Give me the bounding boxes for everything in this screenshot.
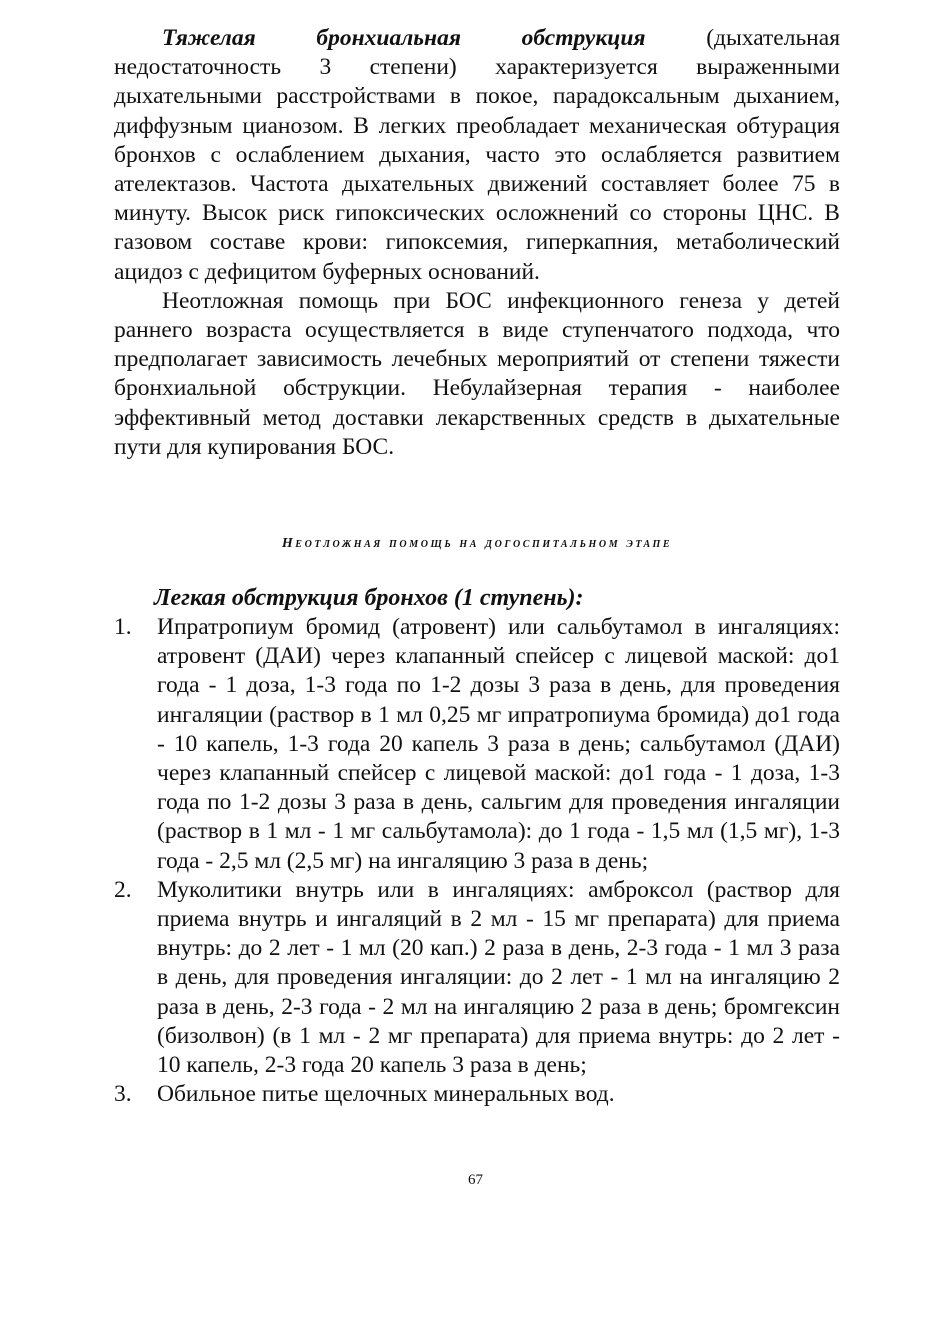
page-number: 67 — [468, 1172, 483, 1188]
paragraph-text: Неотложная помощь при БОС инфекционного генеза у детей раннего возраста осуществляется в виде ступенчатого подхода, что предполагает зависимость лечебных мероприятий от степени тяжести бронхиальной обструкции. Небулайзерная терапия - наиболее эффективный метод доставки лекарственных средств в дыхательные пути для купирования БОС. — [114, 287, 840, 460]
paragraph-text: (дыхательная недостаточность 3 степени) характеризуется выраженными дыхательными расстройствами в покое, парадоксальным дыханием, диффузным цианозом. В легких преобладает механическая обтурация бронхов с ослаблением дыхания, часто это ослабляется развитием ателектазов. Частота дыхательных движений составляет более 75 в минуту. Высок риск гипоксических осложнений со стороны ЦНС. В газовом составе крови: гипоксемия, гиперкапния, метаболический ацидоз с дефицитом буферных оснований. — [114, 25, 840, 285]
list-item-text: Обильное питье щелочных минеральных вод. — [157, 1081, 615, 1108]
list-item-text: Ипратропиум бромид (атровент) или сальбутамол в ингаляциях: атровент (ДАИ) через клапанный спейсер с лицевой маской: до1 года - 1 доза, 1-3 года по 1-2 дозы 3 раза в день, для проведения ингаляции (раствор в 1 мл 0,25 мг ипратропиума бромида) до1 года - 10 капель, 1-3 года 20 капель 3 раза в день; сальбутамол (ДАИ) через клапанный спейсер с лицевой маской: до1 года - 1 доза, 1-3 года по 1-2 дозы 3 раза в день, сальгим для проведения ингаляции (раствор в 1 мл - 1 мг сальбутамола): до 1 года - 1,5 мл (1,5 мг), 1-3 года - 2,5 мл (2,5 мг) на ингаляцию 3 раза в день; — [157, 614, 840, 874]
paragraph-severe-obstruction — [114, 24, 840, 287]
list-item — [114, 1080, 840, 1109]
page-body — [114, 24, 840, 1110]
list-item-number: 3. — [114, 1081, 132, 1108]
list-item-number: 2. — [114, 876, 132, 903]
section-heading: Неотложная помощь на догоспитальном этапе — [281, 536, 673, 552]
subheading-mild-obstruction: Легкая обструкция бронхов (1 ступень): — [154, 585, 584, 612]
list-item-text: Муколитики внутрь или в ингаляциях: амброксол (раствор для приема внутрь и ингаляций в 2 мл - 15 мг препарата) для приема внутрь: до 2 лет - 1 мл (20 кап.) 2 раза в день, 2-3 года - 1 мл 3 раза в день, для проведения ингаляции: до 2 лет - 1 мл на ингаляцию 2 раза в день, 2-3 года - 2 мл на ингаляцию 2 раза в день; бромгексин (бизолвон) (в 1 мл - 2 мг препарата) для приема внутрь: до 2 лет - 10 капель, 2-3 года 20 капель 3 раза в день; — [157, 876, 840, 1079]
list-item — [114, 613, 840, 876]
paragraph-lead-term: Тяжелая бронхиальная обструкция — [162, 25, 646, 51]
treatment-steps-list — [114, 613, 840, 1109]
paragraph-emergency-care — [114, 287, 840, 462]
list-item-number: 1. — [114, 614, 132, 641]
list-item — [114, 876, 840, 1080]
